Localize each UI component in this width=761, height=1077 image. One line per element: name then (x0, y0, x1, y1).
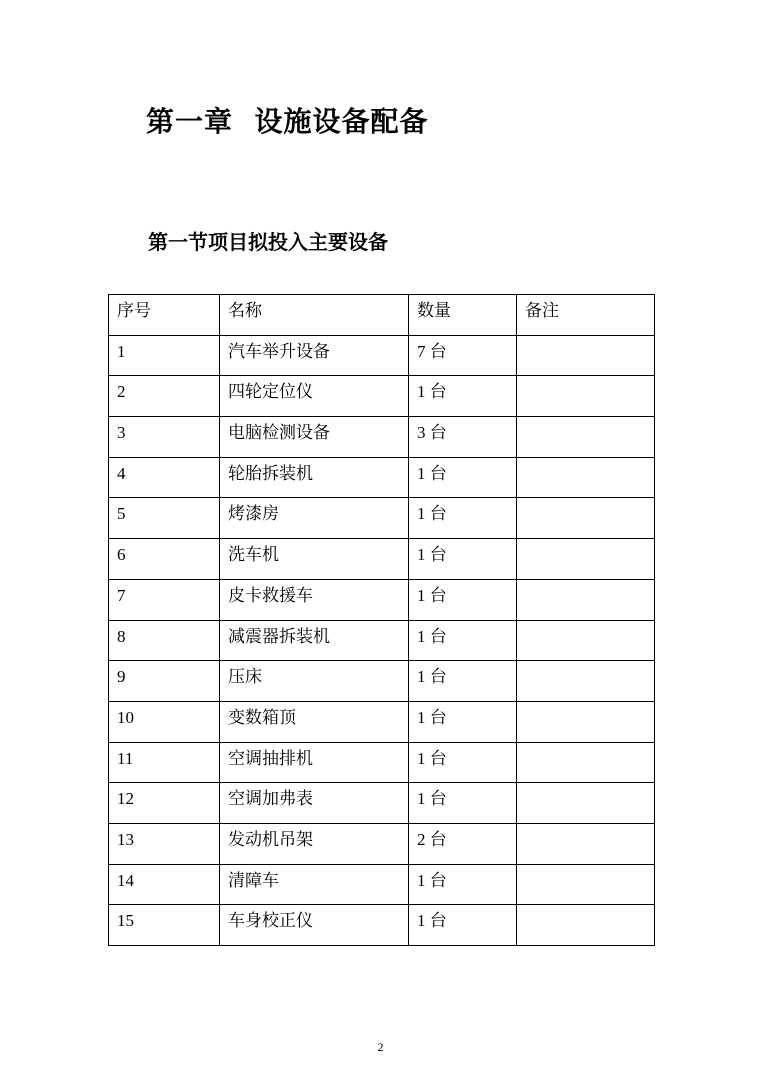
cell-name: 发动机吊架 (220, 823, 409, 864)
cell-note (517, 742, 655, 783)
cell-no: 15 (109, 905, 220, 946)
cell-no: 14 (109, 864, 220, 905)
header-name: 名称 (220, 295, 409, 336)
table-row (109, 783, 655, 824)
table-row (109, 742, 655, 783)
cell-note (517, 335, 655, 376)
table-row (109, 823, 655, 864)
chapter-title: 第一章 设施设备配备 (146, 105, 429, 138)
cell-no: 11 (109, 742, 220, 783)
cell-qty: 7 台 (409, 335, 517, 376)
table-row (109, 661, 655, 702)
cell-qty: 1 台 (409, 579, 517, 620)
cell-qty: 1 台 (409, 457, 517, 498)
cell-note (517, 579, 655, 620)
cell-no: 13 (109, 823, 220, 864)
cell-qty: 1 台 (409, 376, 517, 417)
cell-note (517, 417, 655, 458)
cell-name: 压床 (220, 661, 409, 702)
cell-no: 1 (109, 335, 220, 376)
header-qty: 数量 (409, 295, 517, 336)
cell-name: 清障车 (220, 864, 409, 905)
cell-name: 空调抽排机 (220, 742, 409, 783)
cell-no: 6 (109, 539, 220, 580)
cell-qty: 1 台 (409, 783, 517, 824)
cell-no: 8 (109, 620, 220, 661)
header-no: 序号 (109, 295, 220, 336)
cell-note (517, 905, 655, 946)
cell-qty: 1 台 (409, 864, 517, 905)
cell-qty: 1 台 (409, 905, 517, 946)
table-row (109, 335, 655, 376)
cell-note (517, 539, 655, 580)
cell-qty: 3 台 (409, 417, 517, 458)
cell-no: 3 (109, 417, 220, 458)
cell-no: 10 (109, 701, 220, 742)
cell-no: 12 (109, 783, 220, 824)
cell-note (517, 783, 655, 824)
table-row (109, 701, 655, 742)
table-row (109, 417, 655, 458)
cell-name: 汽车举升设备 (220, 335, 409, 376)
cell-name: 四轮定位仪 (220, 376, 409, 417)
table-row (109, 579, 655, 620)
cell-note (517, 457, 655, 498)
cell-no: 4 (109, 457, 220, 498)
cell-note (517, 498, 655, 539)
table-row (109, 864, 655, 905)
cell-name: 变数箱顶 (220, 701, 409, 742)
equipment-table (108, 294, 655, 946)
cell-qty: 1 台 (409, 701, 517, 742)
cell-qty: 2 台 (409, 823, 517, 864)
cell-qty: 1 台 (409, 661, 517, 702)
table-row (109, 539, 655, 580)
cell-name: 洗车机 (220, 539, 409, 580)
cell-no: 5 (109, 498, 220, 539)
table-row (109, 620, 655, 661)
cell-note (517, 661, 655, 702)
cell-no: 7 (109, 579, 220, 620)
cell-note (517, 701, 655, 742)
cell-name: 空调加弗表 (220, 783, 409, 824)
cell-name: 电脑检测设备 (220, 417, 409, 458)
cell-name: 烤漆房 (220, 498, 409, 539)
cell-name: 皮卡救援车 (220, 579, 409, 620)
cell-qty: 1 台 (409, 539, 517, 580)
cell-note (517, 620, 655, 661)
table-row (109, 498, 655, 539)
table-row (109, 905, 655, 946)
cell-note (517, 376, 655, 417)
cell-no: 9 (109, 661, 220, 702)
cell-name: 车身校正仪 (220, 905, 409, 946)
cell-qty: 1 台 (409, 498, 517, 539)
cell-note (517, 864, 655, 905)
cell-name: 减震器拆装机 (220, 620, 409, 661)
table-row (109, 376, 655, 417)
cell-no: 2 (109, 376, 220, 417)
cell-name: 轮胎拆装机 (220, 457, 409, 498)
section-title: 第一节项目拟投入主要设备 (148, 230, 388, 254)
cell-qty: 1 台 (409, 620, 517, 661)
cell-qty: 1 台 (409, 742, 517, 783)
table-header-row (109, 295, 655, 336)
header-note: 备注 (517, 295, 655, 336)
page-number: 2 (377, 1040, 384, 1054)
table-row (109, 457, 655, 498)
cell-note (517, 823, 655, 864)
